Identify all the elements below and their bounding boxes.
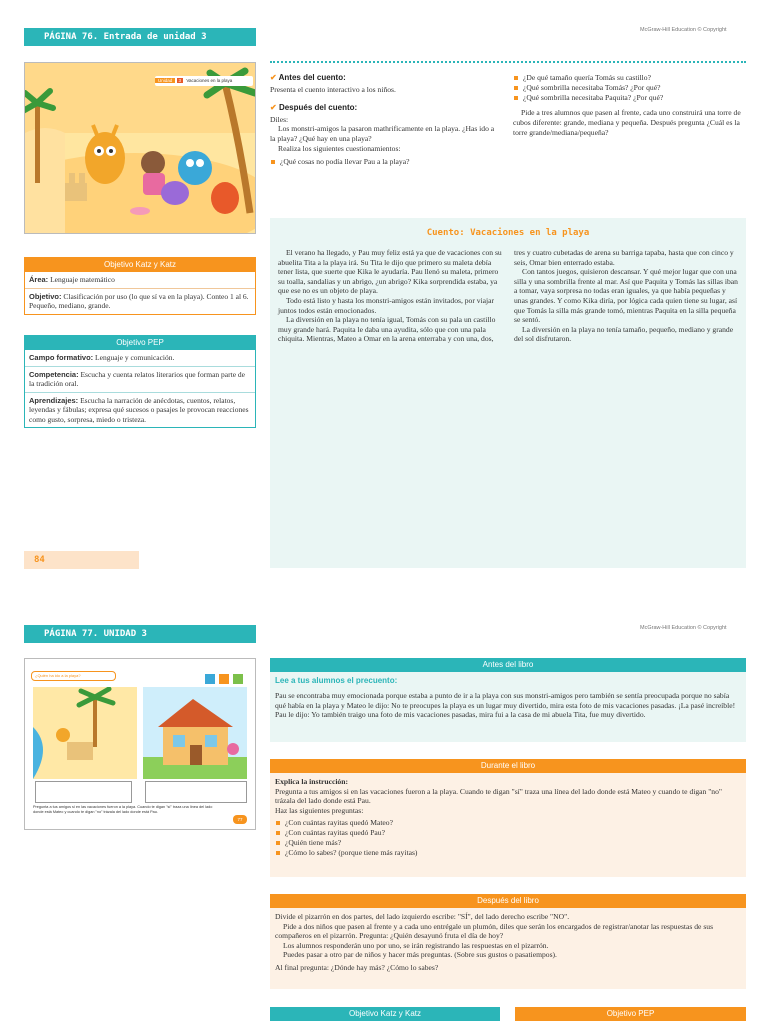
during-book-subtitle: Explica la instrucción: (275, 777, 348, 786)
unit-label-title: Vacaciones en la playa (186, 78, 233, 83)
page-number: 84 (24, 551, 139, 569)
after-book-title: Después del libro (270, 894, 746, 908)
story-paragraph: El verano ha llegado, y Pau muy feliz está ya que de vacaciones con su abuelita Tita a la playa irá. Su Tita le dijo que primero su maleta debía tener lista, que suerte que Kika le ayudaría. Pau llenó su maleta, primero su toalla, sandalias y un abrigo, ¿un abrigo? Kika sorprendida estaba, ya que ese no es un objeto de playa. (278, 248, 502, 296)
dotted-divider (270, 61, 746, 63)
during-book-question: ¿Con cuántas rayitas quedó Mateo? (275, 818, 741, 828)
after-story-p2: Realiza los siguientes cuestionamientos: (278, 143, 401, 153)
after-story-heading: ✔ Después del cuento: (270, 103, 358, 113)
pep-competencia: Competencia: Escucha y cuenta relatos literarios que forman parte de la tradición oral. (25, 367, 255, 393)
during-book-questions (275, 818, 741, 857)
before-after-story (270, 73, 498, 167)
during-book-text2: Haz las siguientes preguntas: (275, 805, 364, 815)
during-book-text: Pregunta a tus amigos si en las vacaciones fueron a la playa. Cuando te digan "sí" traza una línea del lado donde está Mateo y cuando te digan "no" trázala del lado donde está Pau. (275, 786, 723, 806)
unit-label-word: Unidad (155, 78, 175, 83)
katz-objective-title: Objetivo Katz y Katz (25, 258, 255, 272)
pep-objective-box (24, 335, 256, 428)
during-book-title: Durante el libro (270, 759, 746, 773)
worksheet-icons (205, 671, 245, 681)
copyright-top: McGraw-Hill Education © Copyright (640, 27, 727, 33)
right-question-list (513, 73, 745, 102)
after-book-panel (270, 894, 746, 989)
worksheet-question: ¿Quién ha ido a la playa? (31, 671, 116, 681)
katz-objective: Objetivo: Clasificación por uso (lo que sí va en la playa). Conteo 1 al 6. Pequeño, mediano, grande. (29, 291, 249, 310)
pep-campo: Campo formativo: Lenguaje y comunicación. (25, 350, 255, 367)
after-book-p3: Los alumnos responderán uno por uno, se irán registrando las respuestas en el pizarrón. (283, 940, 549, 950)
unit-label (155, 76, 253, 86)
check-icon: ✔ (270, 73, 277, 82)
beach-scene-icon (25, 63, 255, 233)
right-question: ¿Qué sombrilla necesitaba Paquita? ¿Por qué? (513, 93, 745, 103)
beach-illustration (24, 62, 256, 234)
after-book-p5: Al final pregunta: ¿Dónde hay más? ¿Cómo lo sabes? (275, 962, 439, 972)
after-book-p2: Pide a dos niños que pasen al frente y a cada uno entrégale un plumón, diles que serán los encargados de registrar/anotar las respuestas de sus compañeros en el pizarrón. Pregunta: ¿Quién desayunó fruta el día de hoy? (275, 921, 714, 941)
right-paragraph: Pide a tres alumnos que pasen al frente, cada uno construirá una torre de cubos diferente: grande, mediana y pequeña. Después pregunta ¿Cuál es la torre grande/mediana/pequeña? (513, 108, 741, 137)
story-title: Cuento: Vacaciones en la playa (426, 228, 590, 238)
before-story-heading: ✔ Antes del cuento: (270, 73, 346, 82)
story-paragraph: La diversión en la playa no tenía tamaño, pequeño, mediano y grande del sol disfrutaron. (514, 324, 734, 344)
worksheet-icon-orange (219, 674, 229, 684)
beach-and-house-icon (33, 687, 247, 779)
after-book-body (270, 908, 746, 973)
after-story-p1: Los monstri-amigos la pasaron mathrificamente en la playa. ¿Has ido a la playa? ¿Qué hay en una playa? (270, 124, 495, 143)
during-book-question: ¿Con cuántas rayitas quedó Pau? (275, 828, 741, 838)
before-story-text: Presenta el cuento interactivo a los niños. (270, 84, 396, 94)
story-paragraph: La diversión en la playa no tenía igual, Tomás con su pala un castillo muy grande hará. Paquita le daba una ayudita, sólo que con una pala chiquita. Mientras, Mateo a Omar en la arena enterraba y con una, dos, tres y cuatro cubetadas de arena su barriga tapaba, hasta que con cinco y seis, Omar bien enterrado estaba. (278, 248, 734, 344)
copyright-bottom: McGraw-Hill Education © Copyright (640, 625, 727, 631)
pep-objective-title: Objetivo PEP (25, 336, 255, 350)
tally-box-right (145, 781, 247, 803)
before-book-panel (270, 658, 746, 742)
katz-objective-box (24, 257, 256, 315)
story-text (278, 248, 738, 344)
before-book-text: Pau se encontraba muy emocionada porque estaba a punto de ir a la playa con sus monstri-amigos pero también se sentía preocupada porque no sabía qué había en la playa y Mateo le dijo: No te preocupes la playa es un lugar muy divertido, mira esta foto de mis vacaciones pasadas. ¡La pasé increíble! Pau le dijo: Yo también traigo una foto de mis vacaciones pasadas, mira fui a la casa de mi abuela Tita, fue muy divertido. (275, 691, 736, 720)
story-paragraph: Con tantos juegos, quisieron descansar. Y qué mejor lugar que con una silla y una sombrilla frente al mar. Así que Paquita y Tomás las sillas iban a tomar, vaya sorpresa no todas eran iguales, ya que había pequeñas y unas grandes. Y como Kika diría, por lógica cada quien tiene su lugar, así que Tomás la silla más grande tomó, mientras Paquita en la silla pequeña se sentó. (514, 267, 738, 325)
page-header-77: PÁGINA 77. UNIDAD 3 (24, 625, 256, 643)
right-questions (513, 73, 745, 137)
before-book-title: Antes del libro (270, 658, 746, 672)
during-book-panel (270, 759, 746, 877)
story-paragraph: Todo está listo y hasta los monstri-amigos están invitados, por viajar juntos todos están emocionados. (278, 295, 495, 315)
after-book-p4: Puedes pasar a otro par de niños y hacer más preguntas. (Sobre sus gustos o pasatiempos). (283, 950, 557, 960)
story-panel (270, 218, 746, 568)
worksheet-caption: Pregunta a tus amigos si en las vacaciones fueron a la playa. Cuando te digan "sí" traza una línea del lado donde está Mateo y cuando te digan "no" trázala del lado donde está Pau. (33, 805, 213, 814)
before-book-subtitle: Lee a tus alumnos el precuento: (275, 676, 398, 685)
unit-label-number: 3 (178, 78, 182, 83)
after-story-questions (270, 157, 498, 167)
worksheet-thumbnail (24, 658, 256, 830)
before-book-body (270, 672, 746, 720)
katz-objective-title-bottom: Objetivo Katz y Katz (270, 1007, 500, 1021)
check-icon: ✔ (270, 103, 277, 113)
right-question: ¿De qué tamaño quería Tomás su castillo? (513, 73, 745, 83)
katz-area: Área: Lenguaje matemático (25, 272, 255, 289)
during-book-question: ¿Quién tiene más? (275, 838, 741, 848)
during-book-question: ¿Cómo lo sabes? (porque tiene más rayitas) (275, 848, 741, 858)
after-story-intro: Diles: (270, 114, 289, 124)
page-header-76: PÁGINA 76. Entrada de unidad 3 (24, 28, 256, 46)
pep-objective-title-bottom: Objetivo PEP (515, 1007, 746, 1021)
worksheet-icon-blue (205, 674, 215, 684)
tally-box-left (35, 781, 132, 803)
pep-aprendizajes: Aprendizajes: Escucha la narración de anécdotas, cuentos, relatos, leyendas y fábulas; expresa qué sucesos o pasajes le provocan reacciones como gusto, sorpresa, miedo o tristeza. (29, 395, 249, 424)
right-question: ¿Qué sombrilla necesitaba Tomás? ¿Por qué? (513, 83, 745, 93)
during-book-body (270, 773, 746, 858)
worksheet-icon-green (233, 674, 243, 684)
after-book-p1: Divide el pizarrón en dos partes, del lado izquierdo escribe: "SÍ", del lado derecho escribe "NO". (275, 912, 570, 921)
after-story-question: ¿Qué cosas no podía llevar Pau a la playa? (270, 157, 498, 167)
worksheet-page-number: 77 (233, 815, 247, 824)
